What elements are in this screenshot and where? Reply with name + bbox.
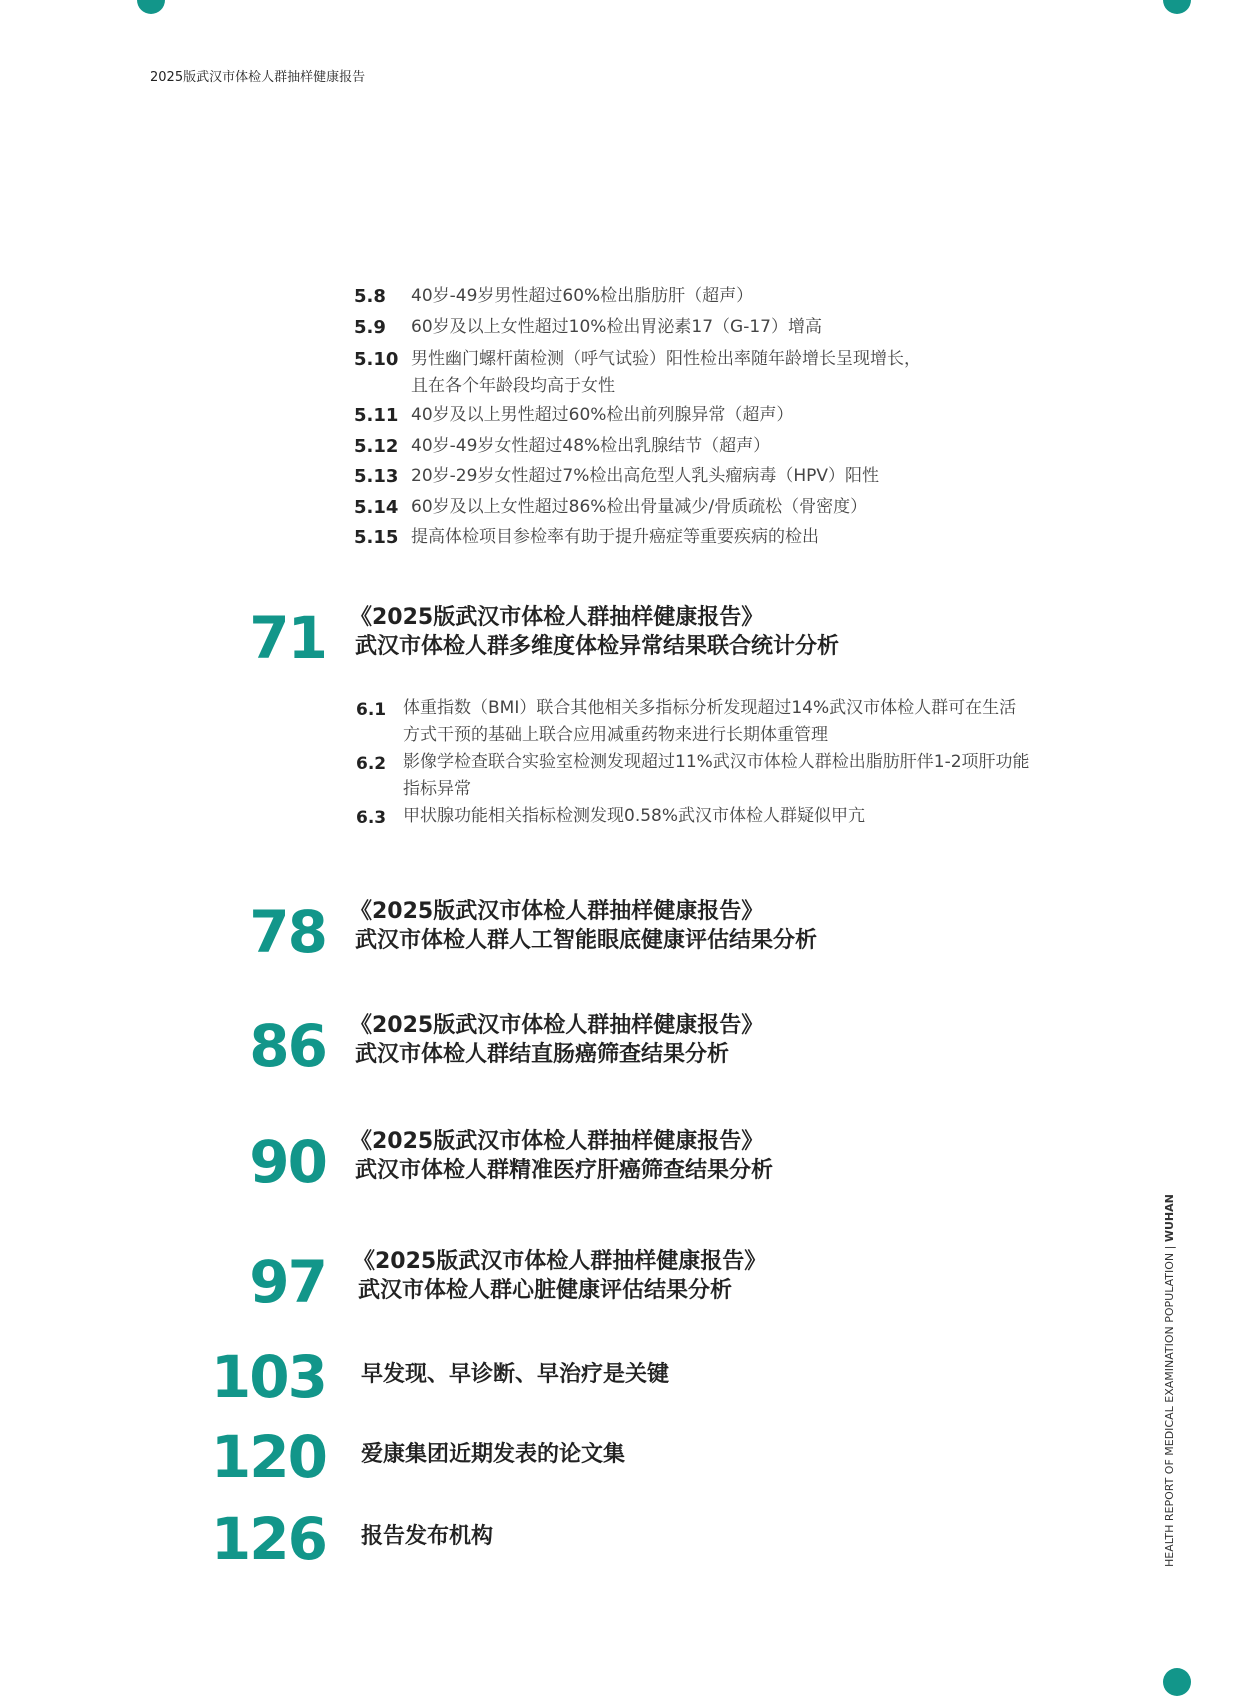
decor-dot-top-left <box>137 0 165 14</box>
toc-sub-number: 5.10 <box>354 349 399 370</box>
toc-chapter-page-number: 78 <box>249 898 326 966</box>
toc-chapter-entry[interactable] <box>0 1247 1239 1317</box>
toc-sub-number: 5.9 <box>354 317 386 338</box>
toc-sub-title: 体重指数（BMI）联合其他相关多指标分析发现超过14%武汉市体检人群可在生活 <box>403 698 1017 718</box>
side-label-city: WUHAN <box>1163 1194 1176 1243</box>
toc-chapter-subtitle: 武汉市体检人群多维度体检异常结果联合统计分析 <box>355 634 840 659</box>
toc-chapter-entry[interactable] <box>0 1423 1239 1492</box>
toc-sub-title: 提高体检项目参检率有助于提升癌症等重要疾病的检出 <box>411 527 819 547</box>
toc-sub-title: 40岁-49岁女性超过48%检出乳腺结节（超声） <box>411 436 771 456</box>
toc-chapter-title: 早发现、早诊断、早治疗是关键 <box>361 1362 670 1387</box>
toc-chapter-page-number: 97 <box>249 1248 326 1316</box>
toc-chapter-entry[interactable] <box>0 1127 1239 1197</box>
toc-sub-title-cont: 指标异常 <box>403 779 471 799</box>
side-vertical-label <box>1163 1194 1176 1567</box>
toc-sub-title: 60岁及以上女性超过10%检出胃泌素17（G-17）增高 <box>411 317 822 337</box>
running-head: 2025版武汉市体检人群抽样健康报告 <box>150 70 366 85</box>
toc-chapter-page-number: 103 <box>210 1343 326 1411</box>
side-label-main: HEALTH REPORT OF MEDICAL EXAMINATION POPULATION <box>1163 1252 1176 1567</box>
toc-chapter-subtitle: 武汉市体检人群人工智能眼底健康评估结果分析 <box>355 928 818 953</box>
toc-sub-title-cont: 且在各个年龄段均高于女性 <box>411 376 615 396</box>
toc-sub-number: 6.1 <box>356 700 387 720</box>
toc-chapter-entry[interactable] <box>0 603 1239 673</box>
toc-chapter-title: 报告发布机构 <box>361 1524 494 1549</box>
toc-sub-number: 6.2 <box>356 754 387 774</box>
toc-chapter-page-number: 126 <box>210 1505 326 1573</box>
toc-sub-title: 甲状腺功能相关指标检测发现0.58%武汉市体检人群疑似甲亢 <box>403 806 866 826</box>
decor-dot-top-right <box>1163 0 1191 14</box>
toc-sub-title: 男性幽门螺杆菌检测（呼气试验）阳性检出率随年龄增长呈现增长， <box>411 349 921 369</box>
toc-chapter-subtitle: 武汉市体检人群心脏健康评估结果分析 <box>358 1278 733 1303</box>
toc-chapter-title: 《2025版武汉市体检人群抽样健康报告》 <box>350 1129 764 1154</box>
toc-chapter-subtitle: 武汉市体检人群结直肠癌筛查结果分析 <box>355 1042 730 1067</box>
toc-sub-number: 5.14 <box>354 497 399 518</box>
toc-chapter-subtitle: 武汉市体检人群精准医疗肝癌筛查结果分析 <box>355 1158 774 1183</box>
toc-chapter-page-number: 71 <box>249 604 326 672</box>
toc-sub-title: 40岁及以上男性超过60%检出前列腺异常（超声） <box>411 405 794 425</box>
side-label-separator: | <box>1163 1242 1176 1253</box>
toc-chapter-entry[interactable] <box>0 1011 1239 1081</box>
toc-sub-number: 5.15 <box>354 527 399 548</box>
toc-sub-number: 5.8 <box>354 286 386 307</box>
toc-sub-title: 40岁-49岁男性超过60%检出脂肪肝（超声） <box>411 286 754 306</box>
toc-chapter-title: 《2025版武汉市体检人群抽样健康报告》 <box>350 899 764 924</box>
toc-chapter-page-number: 120 <box>210 1423 326 1491</box>
toc-sub-number: 5.11 <box>354 405 399 426</box>
toc-sub-title: 60岁及以上女性超过86%检出骨量减少/骨质疏松（骨密度） <box>411 497 868 517</box>
toc-chapter-title: 《2025版武汉市体检人群抽样健康报告》 <box>350 605 764 630</box>
toc-sub-title: 影像学检查联合实验室检测发现超过11%武汉市体检人群检出脂肪肝伴1-2项肝功能 <box>403 752 1030 772</box>
toc-sub-title: 20岁-29岁女性超过7%检出高危型人乳头瘤病毒（HPV）阳性 <box>411 466 880 486</box>
toc-chapter-entry[interactable] <box>0 1505 1239 1574</box>
toc-sub-title-cont: 方式干预的基础上联合应用减重药物来进行长期体重管理 <box>403 725 828 745</box>
toc-sub-number: 5.12 <box>354 436 399 457</box>
toc-sub-number: 5.13 <box>354 466 399 487</box>
toc-sub-number: 6.3 <box>356 808 387 828</box>
toc-chapter-title: 《2025版武汉市体检人群抽样健康报告》 <box>350 1013 764 1038</box>
toc-chapter-title: 爱康集团近期发表的论文集 <box>361 1442 626 1467</box>
toc-chapter-page-number: 86 <box>249 1012 326 1080</box>
toc-chapter-title: 《2025版武汉市体检人群抽样健康报告》 <box>353 1249 767 1274</box>
toc-chapter-entry[interactable] <box>0 897 1239 967</box>
decor-dot-bottom-right <box>1163 1668 1191 1696</box>
toc-chapter-page-number: 90 <box>249 1128 326 1196</box>
toc-chapter-entry[interactable] <box>0 1343 1239 1412</box>
